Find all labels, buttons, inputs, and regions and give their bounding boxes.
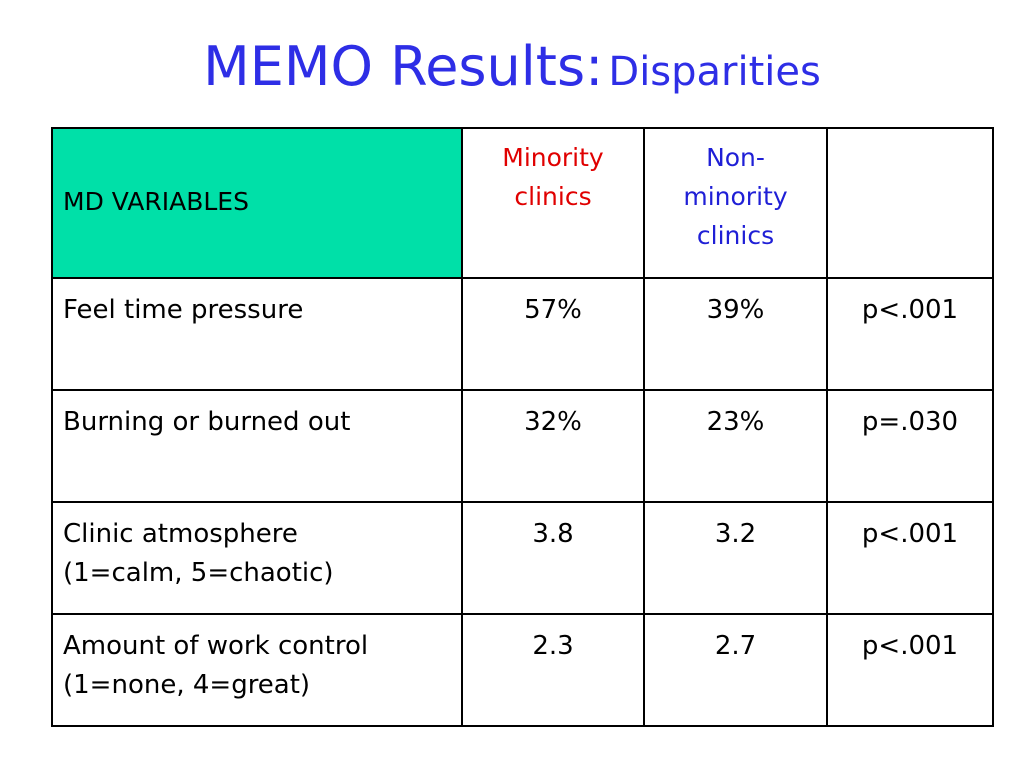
minority-value: 2.3 (462, 614, 644, 726)
nonminority-value: 3.2 (644, 502, 827, 614)
nonminority-value: 23% (644, 390, 827, 502)
variable-label: Amount of work control (63, 631, 369, 661)
variable-scale-note: (1=none, 4=great) (63, 670, 311, 700)
variable-scale-note: (1=calm, 5=chaotic) (63, 558, 334, 588)
header-nonminority-clinics: Non-minority clinics (644, 128, 827, 278)
minority-value: 32% (462, 390, 644, 502)
header-md-variables: MD VARIABLES (52, 128, 462, 278)
p-value: p=.030 (827, 390, 993, 502)
p-value: p<.001 (827, 278, 993, 390)
results-table (51, 127, 994, 727)
variable-label: Feel time pressure (63, 295, 304, 325)
table-header-row (52, 128, 993, 278)
variable-label: Burning or burned out (63, 407, 351, 437)
variable-cell (52, 278, 462, 390)
p-value: p<.001 (827, 614, 993, 726)
slide-title (0, 35, 1024, 98)
table-row (52, 390, 993, 502)
header-minority-clinics: Minority clinics (462, 128, 644, 278)
variable-cell (52, 502, 462, 614)
p-value: p<.001 (827, 502, 993, 614)
header-p-value (827, 128, 993, 278)
variable-cell (52, 614, 462, 726)
variable-cell (52, 390, 462, 502)
nonminority-value: 2.7 (644, 614, 827, 726)
title-main: MEMO Results: (203, 35, 604, 98)
table-row (52, 278, 993, 390)
title-subtitle: Disparities (608, 49, 821, 95)
nonminority-value: 39% (644, 278, 827, 390)
minority-value: 57% (462, 278, 644, 390)
minority-value: 3.8 (462, 502, 644, 614)
table-row (52, 502, 993, 614)
variable-label: Clinic atmosphere (63, 519, 298, 549)
table-row (52, 614, 993, 726)
